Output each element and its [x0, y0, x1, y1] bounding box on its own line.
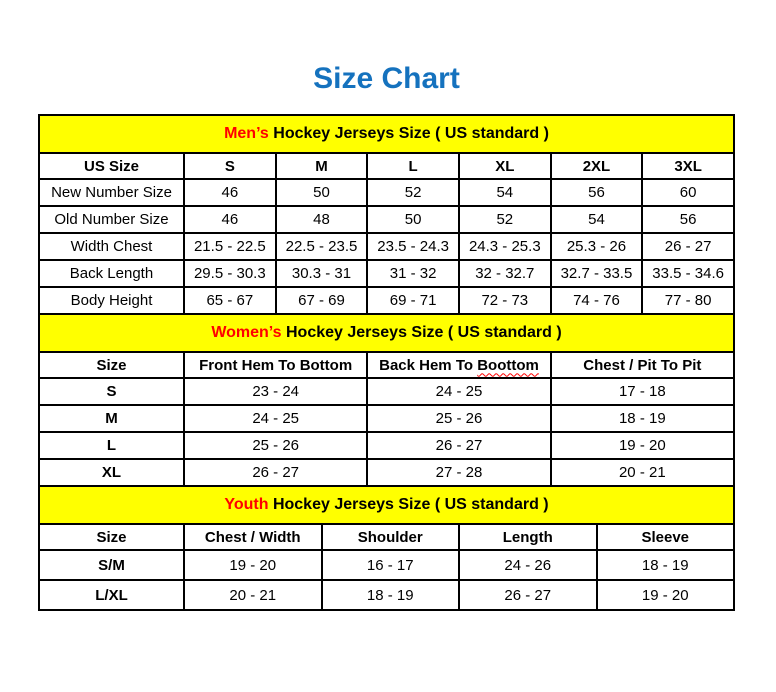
womens-data-row [39, 378, 734, 405]
mens-size-value: 69 - 71 [367, 287, 459, 314]
mens-size-value: 32.7 - 33.5 [551, 260, 643, 287]
mens-size-value: 46 [184, 206, 276, 233]
mens-data-row [39, 233, 734, 260]
womens-size-value: 25 - 26 [367, 405, 550, 432]
mens-header-row [39, 153, 734, 179]
mens-size-value: 77 - 80 [642, 287, 734, 314]
mens-row-label: New Number Size [39, 179, 184, 206]
mens-size-value: 52 [367, 179, 459, 206]
womens-banner-row [39, 314, 734, 352]
youth-size-value: 19 - 20 [597, 580, 735, 610]
youth-column-header: Size [39, 524, 184, 550]
mens-size-value: 48 [276, 206, 368, 233]
mens-column-header: 2XL [551, 153, 643, 179]
mens-row-label: Old Number Size [39, 206, 184, 233]
mens-data-row [39, 260, 734, 287]
mens-column-header: S [184, 153, 276, 179]
mens-size-value: 33.5 - 34.6 [642, 260, 734, 287]
womens-banner-highlight: Women’s [211, 324, 282, 341]
mens-size-value: 60 [642, 179, 734, 206]
womens-size-value: 26 - 27 [184, 459, 367, 486]
mens-size-value: 24.3 - 25.3 [459, 233, 551, 260]
mens-size-value: 52 [459, 206, 551, 233]
mens-size-value: 74 - 76 [551, 287, 643, 314]
mens-size-value: 72 - 73 [459, 287, 551, 314]
womens-row-label: L [39, 432, 184, 459]
mens-size-value: 67 - 69 [276, 287, 368, 314]
mens-size-value: 25.3 - 26 [551, 233, 643, 260]
womens-column-header: Chest / Pit To Pit [551, 352, 734, 378]
youth-data-row [39, 550, 734, 580]
womens-size-value: 18 - 19 [551, 405, 734, 432]
tables-container [38, 114, 735, 611]
womens-row-label: S [39, 378, 184, 405]
womens-header-row [39, 352, 734, 378]
misspelled-word: Boottom [477, 356, 539, 374]
womens-size-value: 19 - 20 [551, 432, 734, 459]
mens-banner-text: Hockey Jerseys Size ( US standard ) [268, 125, 549, 142]
mens-size-value: 26 - 27 [642, 233, 734, 260]
womens-data-row [39, 405, 734, 432]
mens-size-value: 50 [367, 206, 459, 233]
womens-data-row [39, 432, 734, 459]
column-header-text: Back Hem To [379, 356, 478, 374]
mens-row-label: Body Height [39, 287, 184, 314]
mens-banner-highlight: Men’s [224, 125, 269, 142]
womens-size-value: 27 - 28 [367, 459, 550, 486]
youth-banner [39, 486, 734, 524]
mens-row-label: Back Length [39, 260, 184, 287]
womens-size-value: 23 - 24 [184, 378, 367, 405]
youth-banner-highlight: Youth [224, 496, 269, 513]
mens-size-value: 29.5 - 30.3 [184, 260, 276, 287]
youth-banner-row [39, 486, 734, 524]
youth-size-table [38, 485, 735, 611]
mens-size-value: 50 [276, 179, 368, 206]
youth-row-label: L/XL [39, 580, 184, 610]
mens-size-value: 56 [551, 179, 643, 206]
womens-size-table [38, 313, 735, 487]
mens-size-value: 54 [551, 206, 643, 233]
youth-size-value: 18 - 19 [597, 550, 735, 580]
youth-size-value: 26 - 27 [459, 580, 597, 610]
youth-data-row [39, 580, 734, 610]
mens-size-value: 21.5 - 22.5 [184, 233, 276, 260]
mens-size-value: 23.5 - 24.3 [367, 233, 459, 260]
mens-column-header: XL [459, 153, 551, 179]
mens-column-header: L [367, 153, 459, 179]
mens-size-value: 46 [184, 179, 276, 206]
mens-size-value: 56 [642, 206, 734, 233]
youth-column-header: Chest / Width [184, 524, 322, 550]
mens-size-value: 32 - 32.7 [459, 260, 551, 287]
mens-column-header: 3XL [642, 153, 734, 179]
mens-size-value: 30.3 - 31 [276, 260, 368, 287]
womens-column-header: Size [39, 352, 184, 378]
womens-size-value: 24 - 25 [367, 378, 550, 405]
mens-size-table [38, 114, 735, 315]
womens-data-row [39, 459, 734, 486]
youth-size-value: 18 - 19 [322, 580, 460, 610]
youth-header-row [39, 524, 734, 550]
womens-size-value: 25 - 26 [184, 432, 367, 459]
womens-banner [39, 314, 734, 352]
youth-banner-text: Hockey Jerseys Size ( US standard ) [268, 496, 549, 513]
mens-data-row [39, 179, 734, 206]
mens-column-header: US Size [39, 153, 184, 179]
mens-data-row [39, 287, 734, 314]
mens-size-value: 31 - 32 [367, 260, 459, 287]
womens-size-value: 26 - 27 [367, 432, 550, 459]
youth-size-value: 24 - 26 [459, 550, 597, 580]
womens-banner-text: Hockey Jerseys Size ( US standard ) [281, 324, 562, 341]
mens-size-value: 54 [459, 179, 551, 206]
mens-row-label: Width Chest [39, 233, 184, 260]
mens-size-value: 65 - 67 [184, 287, 276, 314]
youth-column-header: Length [459, 524, 597, 550]
youth-column-header: Sleeve [597, 524, 735, 550]
womens-size-value: 20 - 21 [551, 459, 734, 486]
mens-data-row [39, 206, 734, 233]
youth-size-value: 16 - 17 [322, 550, 460, 580]
page-title: Size Chart [313, 62, 460, 95]
mens-banner [39, 115, 734, 153]
womens-column-header [367, 352, 550, 378]
mens-banner-row [39, 115, 734, 153]
youth-size-value: 19 - 20 [184, 550, 322, 580]
womens-row-label: M [39, 405, 184, 432]
youth-size-value: 20 - 21 [184, 580, 322, 610]
mens-size-value: 22.5 - 23.5 [276, 233, 368, 260]
womens-size-value: 24 - 25 [184, 405, 367, 432]
mens-column-header: M [276, 153, 368, 179]
womens-size-value: 17 - 18 [551, 378, 734, 405]
youth-row-label: S/M [39, 550, 184, 580]
youth-column-header: Shoulder [322, 524, 460, 550]
womens-row-label: XL [39, 459, 184, 486]
womens-column-header: Front Hem To Bottom [184, 352, 367, 378]
